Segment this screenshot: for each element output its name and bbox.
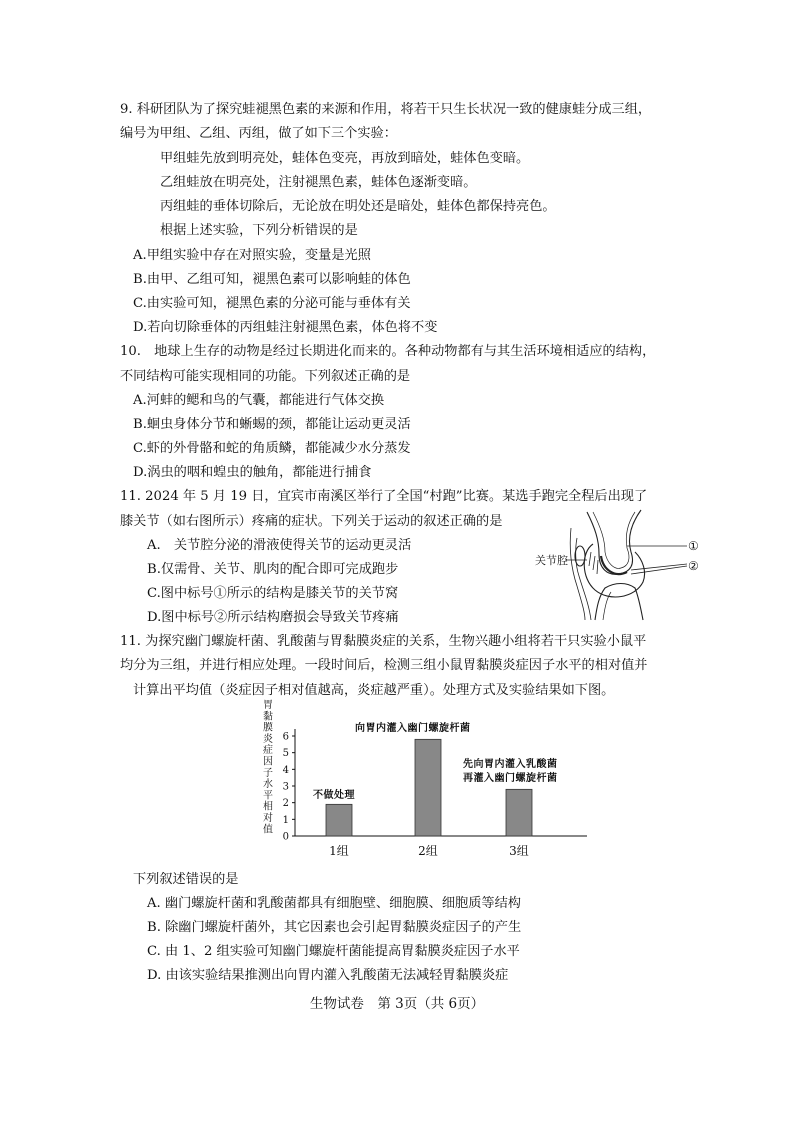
q10-stem-line1: 10. 地球上生存的动物是经过长期进化而来的。各种动物都有与其生活环境相适应的结构， [120,344,656,359]
q9-question: 根据上述实验，下列分析错误的是 [160,223,358,238]
q11a-option-c: C.图中标号①所示的结构是膝关节的关节窝 [147,586,399,601]
q11b-option-d: D. 由该实验结果推测出向胃内灌入乳酸菌无法减轻胃黏膜炎症 [147,968,509,983]
cartilage-outline [601,556,627,574]
q11b-question: 下列叙述错误的是 [133,872,239,887]
y-axis-label-char: 膜 [263,722,273,734]
q10-option-a: A.河蚌的鳃和鸟的气囊，都能进行气体交换 [133,393,385,408]
y-axis-label-char: 炎 [263,733,273,745]
q11a-stem-line2: 膝关节（如右图所示）疼痛的症状。下列关于运动的叙述正确的是 [120,514,503,529]
q11a-option-b: B.仅需骨、关节、肌肉的配合即可完成跑步 [147,562,399,577]
tibia-outline [595,584,643,621]
y-axis-label-char: 相 [263,801,273,813]
cavity-label: 关节腔 [535,554,568,567]
y-axis-label-char: 水 [263,779,273,791]
y-axis-label-char: 症 [263,745,273,757]
q11a-option-a: A. 关节腔分泌的滑液使得关节的运动更灵活 [147,538,412,553]
y-tick-label: 1 [282,814,289,826]
y-axis-label-char: 胃 [263,700,273,711]
q10-option-c: C.虾的外骨骼和蛇的角质鳞，都能减少水分蒸发 [133,441,411,456]
annotation-group3-line2: 再灌入幽门螺旋杆菌 [463,773,558,784]
bar-3组 [506,789,532,836]
q11b-option-b: B. 除幽门螺旋杆菌外，其它因素也会引起胃黏膜炎症因子的产生 [147,920,522,935]
q11b-stem-line2: 均分为三组，并进行相应处理。一段时间后，检测三组小鼠胃黏膜炎症因子水平的相对值并 [120,658,648,673]
q9-option-b: B.由甲、乙组可知，褪黑色素可以影响蛙的体色 [133,272,411,287]
y-tick-label: 3 [282,781,289,793]
label-1: ① [688,539,699,553]
y-axis-label-char: 值 [263,824,273,836]
q11a-option-d: D.图中标号②所示结构磨损会导致关节疼痛 [147,610,399,625]
y-tick-label: 2 [282,798,289,810]
y-axis-label-char: 因 [263,756,273,768]
y-tick-label: 4 [282,764,289,776]
x-category-label: 1组 [329,844,349,858]
label-2: ② [688,559,699,573]
q9-stem-line2: 编号为甲组、乙组、丙组，做了如下三个实验： [120,126,397,141]
q11b-stem-line1: 11. 为探究幽门螺旋杆菌、乳酸菌与胃黏膜炎症的关系，生物兴趣小组将若干只实验小鼠平 [120,634,647,649]
femur-outline [587,510,641,574]
q11b-stem-line3: 计算出平均值（炎症因子相对值越高，炎症越严重）。处理方式及实验结果如下图。 [133,683,615,698]
q11b-option-a: A. 幽门螺旋杆菌和乳酸菌都具有细胞壁、细胞膜、细胞质等结构 [147,896,521,911]
q10-stem-line2: 不同结构可能实现相同的功能。下列叙述正确的是 [120,369,411,384]
q10-option-b: B.蛔虫身体分节和蜥蜴的颈，都能让运动更灵活 [133,417,411,432]
bar-1组 [326,804,352,836]
q9-option-a: A.甲组实验中存在对照实验，变量是光照 [133,248,371,263]
page-footer: 生物试卷 第 3页（共 6页） [309,996,485,1012]
annotation-group2: 向胃内灌入幽门螺旋杆菌 [355,723,471,734]
q9-experiment-b: 乙组蛙放在明亮处，注射褪黑色素，蛙体色逐渐变暗。 [160,175,477,190]
x-category-label: 2组 [418,844,438,858]
q9-experiment-a: 甲组蛙先放到明亮处，蛙体色变亮，再放到暗处，蛙体色变暗。 [160,151,530,166]
y-axis-label-char: 子 [263,767,273,779]
y-tick-label: 5 [282,748,289,760]
chart-y-axis-label [263,699,274,835]
q9-experiment-c: 丙组蛙的垂体切除后，无论放在明处还是暗处，蛙体色都保持亮色。 [160,199,556,214]
y-axis-label-char: 平 [263,790,273,802]
y-axis-label-char: 对 [263,813,273,824]
q11b-option-c: C. 由 1、2 组实验可知幽门螺旋杆菌能提高胃黏膜炎症因子水平 [147,944,520,959]
y-axis-label-char: 黏 [263,711,273,723]
q9-option-c: C.由实验可知，褪黑色素的分泌可能与垂体有关 [133,296,411,311]
q9-stem-line1: 9. 科研团队为了探究蛙褪黑色素的来源和作用，将若干只生长状况一致的健康蛙分成三组， [120,102,652,117]
inflammation-bar-chart [255,695,595,865]
knee-joint-figure [535,508,710,623]
bar-2组 [415,739,441,836]
x-category-label: 3组 [509,844,529,858]
annotation-group1: 不做处理 [313,790,355,801]
y-tick-label: 6 [282,731,289,743]
q9-option-d: D.若向切除垂体的丙组蛙注射褪黑色素，体色将不变 [133,320,438,335]
y-tick-label: 0 [282,831,289,843]
q10-option-d: D.涡虫的咽和蝗虫的触角，都能进行捕食 [133,465,372,480]
q11a-stem-line1: 11. 2024 年 5 月 19 日，宜宾市南溪区举行了全国“村跑”比赛。某选手跑完全程后出现了 [120,489,648,504]
annotation-group3-line1: 先向胃内灌入乳酸菌 [463,759,558,770]
